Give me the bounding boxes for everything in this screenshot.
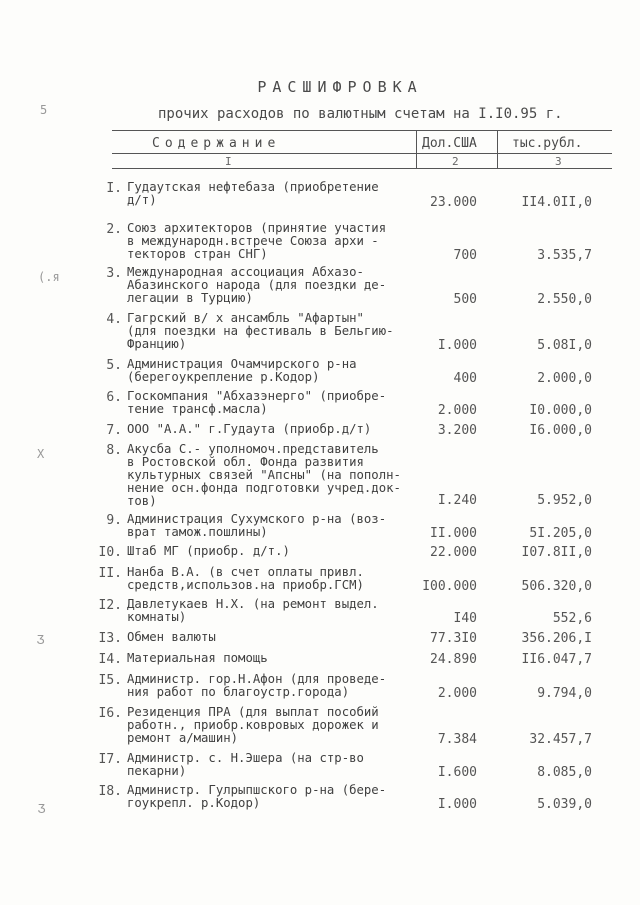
row-rub: 2.550,0 [537, 292, 592, 307]
row-number: I0. [98, 545, 122, 560]
header-bottom-rule [112, 168, 612, 169]
row-description: Администр. гор.Н.Афон (для проведе- ния работ по благоустр.города) [127, 672, 387, 699]
row-description: Материальная помощь [127, 651, 268, 665]
row-number: 8. [106, 443, 122, 458]
row-number: I6. [98, 706, 122, 721]
row-rub: II6.047,7 [521, 652, 592, 667]
row-rub: 9.794,0 [537, 686, 592, 701]
row-rub: 5.08I,0 [537, 338, 592, 353]
row-usd: 500 [453, 292, 477, 307]
row-rub: 32.457,7 [529, 732, 592, 747]
row-number: I8. [98, 784, 122, 799]
row-number: 7. [106, 423, 122, 438]
row-number: 6. [106, 390, 122, 405]
row-usd: 7.384 [437, 732, 477, 747]
row-number: 5. [106, 358, 122, 373]
header-mid-rule [112, 153, 612, 154]
row-number: I3. [98, 631, 122, 646]
row-rub: I0.000,0 [529, 403, 592, 418]
header-top-rule [112, 130, 612, 131]
row-description: Акусба С.- уполномоч.представитель в Ростовской обл. Фонда развития культурных связей "Апсны" (на пополн- нение осн.фонда подготовки учред.док- тов) [127, 442, 401, 508]
row-description: Нанба В.А. (в счет оплаты привл. средств,использов.на приобр.ГСМ) [127, 565, 364, 592]
row-usd: I.600 [437, 765, 477, 780]
row-usd: I.000 [437, 338, 477, 353]
row-number: I7. [98, 752, 122, 767]
column-number-2: 2 [452, 155, 459, 168]
row-description: Резиденция ПРА (для выплат пособий работн., приобр.ковровых дорожек и ремонт а/машин) [127, 705, 379, 745]
row-rub: I6.000,0 [529, 423, 592, 438]
margin-mark: Ӡ [38, 802, 46, 816]
row-number: 4. [106, 312, 122, 327]
row-description: Гагрский в/ х ансамбль "Афартын" (для поездки на фестиваль в Бельгию- Францию) [127, 311, 394, 351]
row-rub: II4.0II,0 [521, 195, 592, 210]
row-rub: 552,6 [552, 611, 592, 626]
row-number: 3. [106, 266, 122, 281]
column-number-3: 3 [555, 155, 562, 168]
row-number: I4. [98, 652, 122, 667]
row-usd: II.000 [430, 526, 477, 541]
row-rub: 506.320,0 [521, 579, 592, 594]
row-rub: 5I.205,0 [529, 526, 592, 541]
row-rub: 3.535,7 [537, 248, 592, 263]
row-usd: 22.000 [430, 545, 477, 560]
row-usd: 24.890 [430, 652, 477, 667]
margin-mark: Ӡ [37, 633, 45, 647]
row-description: Госкомпания "Абхазэнерго" (приобре- тение трансф.масла) [127, 389, 387, 416]
margin-mark: 5 [40, 103, 48, 117]
margin-mark: Х [37, 447, 45, 461]
row-usd: I.000 [437, 797, 477, 812]
column-header-content: Содержание [152, 136, 281, 151]
header-divider-2 [497, 130, 498, 168]
row-number: I5. [98, 673, 122, 688]
row-description: Администрация Очамчирского р-на (берегоукрепление р.Кодор) [127, 357, 357, 384]
column-header-usd: Дол.США [422, 136, 477, 151]
row-number: I2. [98, 598, 122, 613]
row-number: I. [106, 181, 122, 196]
row-rub: 356.206,I [521, 631, 592, 646]
row-description: Администр. с. Н.Эшера (на стр-во пекарни) [127, 751, 364, 778]
row-number: 9. [106, 513, 122, 528]
row-rub: 2.000,0 [537, 371, 592, 386]
header-divider-1 [416, 130, 417, 168]
row-description: Штаб МГ (приобр. д/т.) [127, 544, 290, 558]
row-description: ООО "А.А." г.Гудаута (приобр.д/т) [127, 422, 372, 436]
row-rub: 5.952,0 [537, 493, 592, 508]
row-usd: I40 [453, 611, 477, 626]
row-usd: 3.200 [437, 423, 477, 438]
row-rub: I07.8II,0 [521, 545, 592, 560]
document-title: РАСШИФРОВКА [257, 78, 423, 96]
row-number: II. [98, 566, 122, 581]
row-description: Обмен валюты [127, 630, 216, 644]
row-usd: 23.000 [430, 195, 477, 210]
row-description: Гудаутская нефтебаза (приобретение д/т) [127, 180, 379, 207]
row-usd: 700 [453, 248, 477, 263]
row-usd: I00.000 [422, 579, 477, 594]
row-rub: 5.039,0 [537, 797, 592, 812]
margin-mark: (.я [38, 270, 60, 284]
row-number: 2. [106, 222, 122, 237]
column-number-1: I [225, 155, 232, 168]
row-description: Союз архитекторов (принятие участия в международн.встрече Союза архи - текторов стран СНГ) [127, 221, 387, 261]
row-usd: 2.000 [437, 686, 477, 701]
row-usd: 77.3I0 [430, 631, 477, 646]
row-usd: I.240 [437, 493, 477, 508]
row-usd: 2.000 [437, 403, 477, 418]
row-description: Давлетукаев Н.Х. (на ремонт выдел. комнаты) [127, 597, 379, 624]
row-description: Администр. Гулрыпшского р-на (бере- гоукрепл. р.Кодор) [127, 783, 387, 810]
row-usd: 400 [453, 371, 477, 386]
row-description: Администрация Сухумского р-на (воз- врат тамож.пошлины) [127, 512, 387, 539]
row-description: Международная ассоциация Абхазо- Абазинского народа (для поездки де- легации в Турцию) [127, 265, 387, 305]
document-subtitle: прочих расходов по валютным счетам на I.I0.95 г. [158, 106, 563, 122]
column-header-rub: тыс.рубл. [512, 136, 583, 151]
row-rub: 8.085,0 [537, 765, 592, 780]
